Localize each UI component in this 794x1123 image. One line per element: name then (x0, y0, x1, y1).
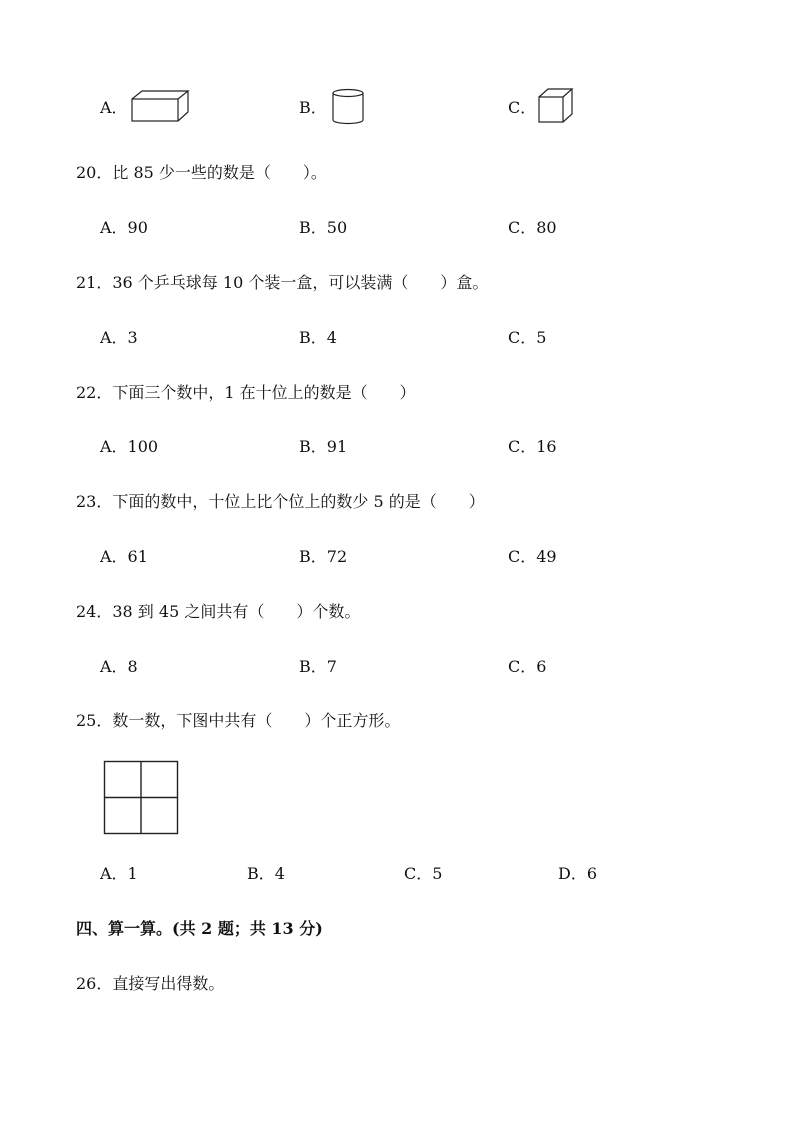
q24-stem: 24．38 到 45 之间共有（ ）个数。 (76, 602, 361, 621)
q23-option-b[interactable]: B．72 (299, 547, 348, 566)
q21-option-b[interactable]: B．4 (299, 328, 337, 347)
q22-option-b[interactable]: B．91 (299, 437, 348, 456)
cylinder-icon (331, 88, 365, 126)
q19-option-a-label: A． (100, 98, 128, 117)
q22-option-a[interactable]: A．100 (100, 437, 159, 456)
q25-option-b[interactable]: B．4 (247, 864, 285, 883)
q22-option-c[interactable]: C．16 (508, 437, 557, 456)
cuboid-icon (131, 90, 191, 124)
q24-option-b[interactable]: B．7 (299, 657, 337, 676)
q22-stem: 22．下面三个数中，1 在十位上的数是（ ） (76, 383, 416, 402)
q25-option-d[interactable]: D．6 (558, 864, 598, 883)
q23-option-a[interactable]: A．61 (100, 547, 148, 566)
q21-stem: 21．36 个乒乓球每 10 个装一盒，可以装满（ ）盒。 (76, 273, 489, 292)
q24-option-a[interactable]: A．8 (100, 657, 138, 676)
q20-option-c[interactable]: C．80 (508, 218, 557, 237)
cube-icon (538, 88, 574, 124)
q23-option-c[interactable]: C．49 (508, 547, 557, 566)
section-four-heading: 四、算一算。(共 2 题；共 13 分) (76, 919, 323, 938)
q20-stem: 20．比 85 少一些的数是（ ）。 (76, 163, 327, 182)
q21-option-c[interactable]: C．5 (508, 328, 547, 347)
q25-option-a[interactable]: A．1 (100, 864, 138, 883)
q19-option-b-label: B． (299, 98, 327, 117)
q25-option-c[interactable]: C．5 (404, 864, 443, 883)
q23-stem: 23．下面的数中，十位上比个位上的数少 5 的是（ ） (76, 492, 485, 511)
square-grid-figure (103, 760, 180, 836)
q24-option-c[interactable]: C．6 (508, 657, 547, 676)
q25-stem: 25．数一数，下图中共有（ ）个正方形。 (76, 711, 401, 730)
q20-option-b[interactable]: B．50 (299, 218, 348, 237)
q26-stem: 26．直接写出得数。 (76, 974, 225, 993)
q19-option-c-label: C． (508, 98, 537, 117)
q21-option-a[interactable]: A．3 (100, 328, 138, 347)
q20-option-a[interactable]: A．90 (100, 218, 148, 237)
